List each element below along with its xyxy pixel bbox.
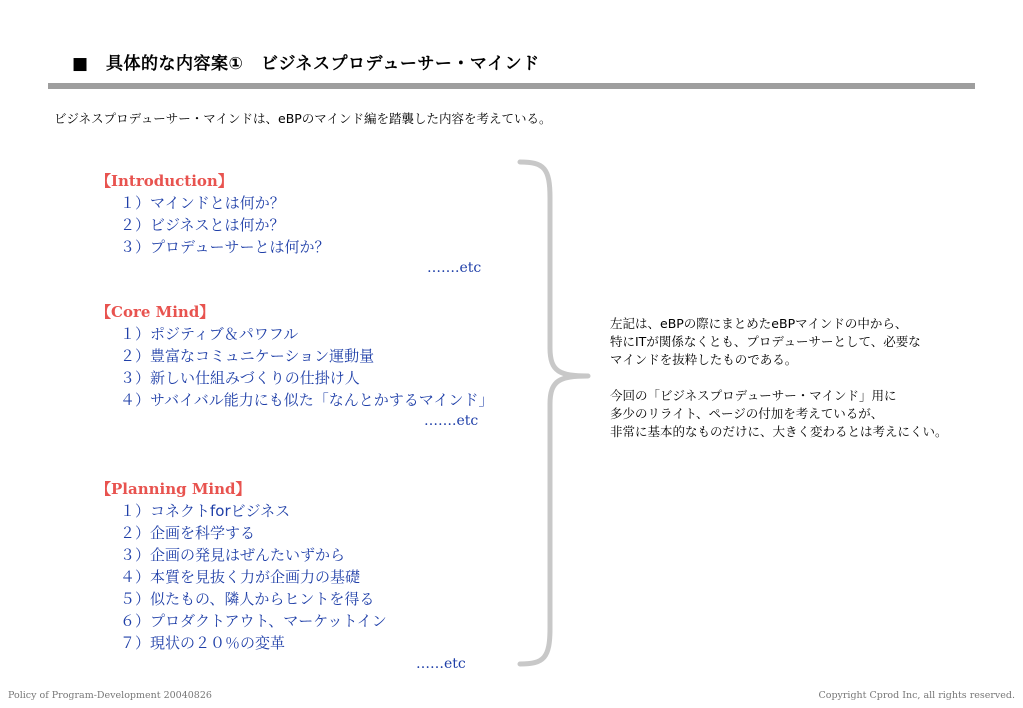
list-item: ５）似たもの、隣人からヒントを得る	[120, 590, 375, 608]
note-line: 今回の「ビジネスプロデューサー・マインド」用に	[610, 388, 897, 403]
curly-brace	[510, 158, 600, 668]
list-item: ３）企画の発見はぜんたいずから	[120, 546, 346, 564]
list-item: ２）豊富なコミュニケーション運動量	[120, 347, 375, 365]
list-item: １）ポジティブ＆パワフル	[120, 325, 299, 343]
footer-copyright: Copyright Cprod Inc, all rights reserved.	[818, 690, 1015, 701]
intro-text: ビジネスプロデューサー・マインドは、eBPのマインド編を踏襲した内容を考えている。	[54, 111, 552, 126]
note-line: マインドを抜粋したものである。	[610, 352, 798, 367]
list-item: ２）企画を科学する	[120, 524, 256, 542]
etc-label: …….etc	[424, 413, 479, 429]
list-item: １）コネクトforビジネス	[120, 502, 291, 520]
list-item: １）マインドとは何か？	[120, 194, 285, 212]
list-item: ７）現状の２０％の変革	[120, 634, 286, 652]
etc-label: ……etc	[416, 656, 466, 672]
list-item: ３）新しい仕組みづくりの仕掛け人	[120, 369, 360, 387]
note-line: 多少のリライト、ページの付加を考えているが、	[610, 406, 884, 421]
note-line: 非常に基本的なものだけに、大きく変わるとは考えにくい。	[610, 424, 948, 439]
list-item: ４）本質を見抜く力が企画力の基礎	[120, 568, 361, 586]
section-heading-introduction: 【Introduction】	[96, 172, 233, 190]
list-item: ６）プロダクトアウト、マーケットイン	[120, 612, 387, 630]
list-item: ２）ビジネスとは何か？	[120, 216, 285, 234]
etc-label: …….etc	[427, 260, 482, 276]
footer-document-label: Policy of Program-Development 20040826	[8, 690, 212, 701]
note-line: 左記は、eBPの際にまとめたeBPマインドの中から、	[610, 316, 908, 331]
list-item: ３）プロデューサーとは何か？	[120, 238, 330, 256]
page-title: ■ 具体的な内容案① ビジネスプロデューサー・マインド	[72, 54, 540, 74]
section-heading-planning-mind: 【Planning Mind】	[96, 480, 251, 498]
section-heading-core-mind: 【Core Mind】	[96, 303, 215, 321]
list-item: ４）サバイバル能力にも似た「なんとかするマインド」	[120, 391, 494, 409]
note-line: 特にITが関係なくとも、プロデューサーとして、必要な	[610, 334, 921, 349]
title-divider	[48, 83, 975, 89]
